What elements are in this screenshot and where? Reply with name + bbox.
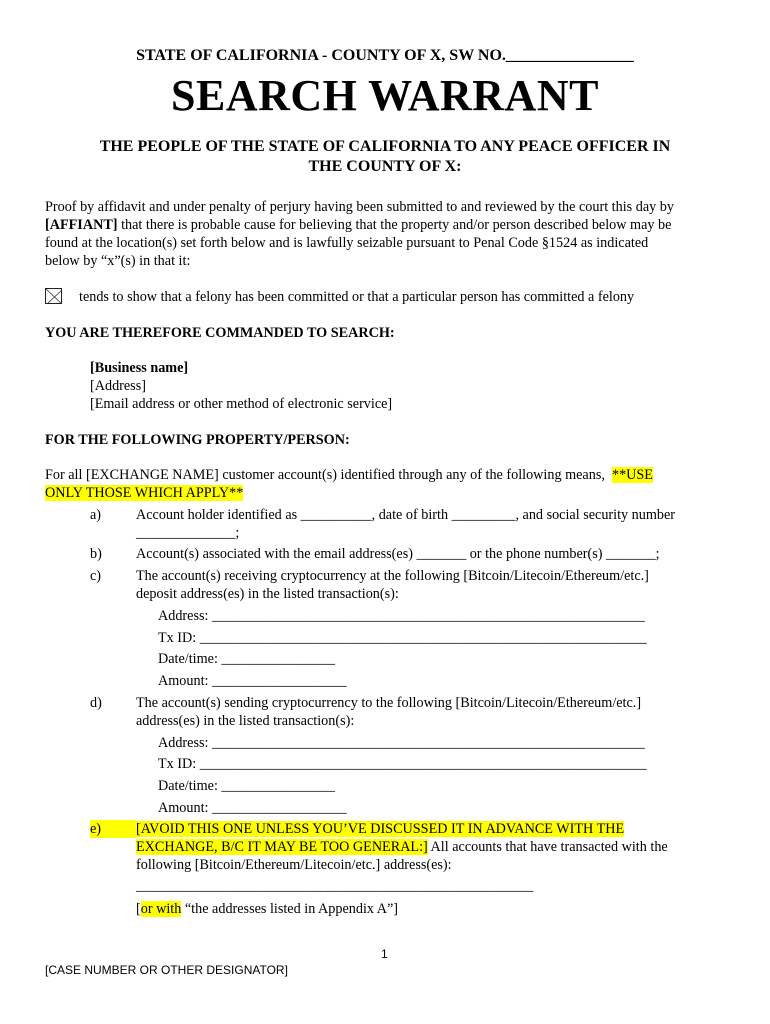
list-item-text — [136, 901, 398, 918]
business-address: [Address] — [90, 378, 146, 394]
or-with-highlight: or with — [140, 901, 182, 917]
amount-field[interactable]: Amount: ___________________ — [158, 800, 347, 816]
datetime-field[interactable]: Date/time: ________________ — [158, 778, 335, 794]
address-field[interactable]: Address: _____________________________________________________________ — [158, 608, 645, 624]
list-item-text: Account holder identified as __________, date of birth _________, and social security number — [136, 507, 676, 523]
page-title: SEARCH WARRANT — [171, 71, 599, 120]
list-item-text: address(es) in the listed transaction(s): — [136, 713, 355, 729]
intro-line-3: found at the location(s) set forth below and is lawfully seizable pursuant to Penal Code §1524 as indicated — [45, 235, 649, 251]
property-intro-text: For all [EXCHANGE NAME] customer account(s) identified through any of the following means, — [45, 467, 605, 483]
property-intro-line-2 — [45, 485, 243, 502]
property-heading: FOR THE FOLLOWING PROPERTY/PERSON: — [45, 432, 350, 448]
intro-line-4: below by “x”(s) in that it: — [45, 253, 191, 269]
use-note-part-2: ONLY THOSE WHICH APPLY** — [45, 485, 244, 501]
list-item-text — [136, 821, 624, 838]
list-item-text: Account(s) associated with the email address(es) _______ or the phone number(s) _______; — [136, 546, 660, 562]
case-caption: STATE OF CALIFORNIA - COUNTY OF X, SW NO.________________ — [136, 47, 634, 64]
avoid-warning-line-1: [AVOID THIS ONE UNLESS YOU’VE DISCUSSED IT IN ADVANCE WITH THE — [136, 821, 625, 837]
amount-field[interactable]: Amount: ___________________ — [158, 673, 347, 689]
use-note-part-1: **USE — [611, 467, 653, 483]
list-label: a) — [90, 507, 102, 523]
txid-field[interactable]: Tx ID: _______________________________________________________________ — [158, 630, 647, 646]
intro-line-1: Proof by affidavit and under penalty of perjury having been submitted to and reviewed by the court this day by — [45, 199, 674, 215]
list-label: c) — [90, 568, 102, 584]
felony-checkbox[interactable] — [45, 288, 62, 304]
list-item-text-rest: All accounts that have transacted with the — [427, 839, 668, 855]
address-line-2: THE COUNTY OF X: — [308, 158, 462, 175]
datetime-field[interactable]: Date/time: ________________ — [158, 651, 335, 667]
command-heading: YOU ARE THEREFORE COMMANDED TO SEARCH: — [45, 325, 395, 341]
page-number: 1 — [381, 947, 388, 961]
list-item-text: The account(s) sending cryptocurrency to the following [Bitcoin/Litecoin/Ethereum/etc.] — [136, 695, 642, 711]
list-label: d) — [90, 695, 102, 711]
list-item-text: deposit address(es) in the listed transaction(s): — [136, 586, 399, 602]
intro-line-2 — [45, 217, 671, 234]
bracket-open: [ — [136, 901, 141, 917]
case-designator: [CASE NUMBER OR OTHER DESIGNATOR] — [45, 963, 288, 977]
appendix-reference: “the addresses listed in Appendix A”] — [181, 901, 399, 917]
intro-line-2-text: that there is probable cause for believing that the property and/or person described below may be — [117, 217, 672, 233]
business-email: [Email address or other method of electronic service] — [90, 396, 393, 412]
address-blank-field[interactable]: ________________________________________________________ — [136, 878, 534, 894]
checkbox-x-mark-icon — [46, 289, 62, 304]
list-item-text: The account(s) receiving cryptocurrency at the following [Bitcoin/Litecoin/Ethereum/etc.] — [136, 568, 649, 584]
affiant-placeholder: [AFFIANT] — [45, 217, 118, 233]
list-item-text: ______________; — [136, 525, 240, 541]
list-item-text: following [Bitcoin/Ethereum/Litecoin/etc.] address(es): — [136, 857, 452, 873]
list-item-text — [136, 839, 668, 856]
address-line-1: THE PEOPLE OF THE STATE OF CALIFORNIA TO ANY PEACE OFFICER IN — [99, 138, 671, 155]
business-name: [Business name] — [90, 360, 189, 376]
felony-checkbox-label: tends to show that a felony has been committed or that a particular person has committed a felony — [79, 289, 635, 305]
txid-field[interactable]: Tx ID: _______________________________________________________________ — [158, 756, 647, 772]
avoid-warning-line-2: EXCHANGE, B/C IT MAY BE TOO GENERAL:] — [136, 839, 428, 855]
list-label: b) — [90, 546, 102, 562]
list-label: e) — [90, 821, 102, 837]
property-intro-line-1 — [45, 467, 653, 484]
address-field[interactable]: Address: _____________________________________________________________ — [158, 735, 645, 751]
